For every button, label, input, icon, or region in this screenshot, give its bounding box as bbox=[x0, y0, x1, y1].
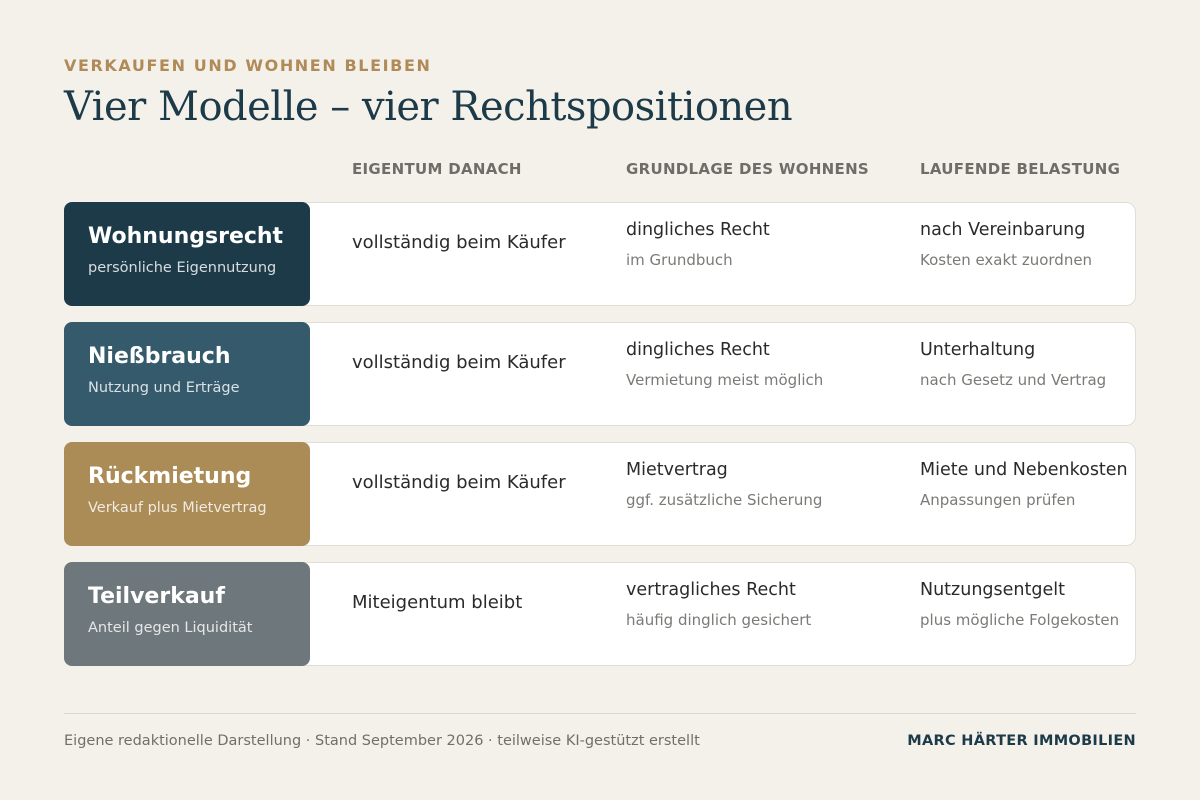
column-header-ownership: EIGENTUM DANACH bbox=[352, 160, 522, 178]
column-header-basis: GRUNDLAGE DES WOHNENS bbox=[626, 160, 870, 178]
model-name: Teilverkauf bbox=[88, 584, 225, 609]
table-row bbox=[64, 322, 1136, 426]
burden-value: Miete und Nebenkosten bbox=[920, 460, 1128, 480]
model-label bbox=[64, 322, 310, 426]
basis-value: vertragliches Recht bbox=[626, 580, 796, 600]
basis-value: dingliches Recht bbox=[626, 340, 770, 360]
model-subtitle: persönliche Eigennutzung bbox=[88, 260, 277, 276]
table-row bbox=[64, 562, 1136, 666]
page-title: Vier Modelle – vier Rechtspositionen bbox=[64, 84, 793, 130]
model-subtitle: Nutzung und Erträge bbox=[88, 380, 240, 396]
burden-note: Kosten exakt zuordnen bbox=[920, 251, 1093, 269]
burden-value: Nutzungsentgelt bbox=[920, 580, 1065, 600]
footer-note: Eigene redaktionelle Darstellung · Stand September 2026 · teilweise KI-gestützt erstellt bbox=[64, 733, 700, 749]
model-subtitle: Verkauf plus Mietvertrag bbox=[88, 500, 267, 516]
table-row bbox=[64, 202, 1136, 306]
ownership-value: vollständig beim Käufer bbox=[352, 232, 566, 253]
brand-name: MARC HÄRTER IMMOBILIEN bbox=[907, 733, 1136, 749]
model-label bbox=[64, 442, 310, 546]
ownership-value: Miteigentum bleibt bbox=[352, 592, 523, 613]
basis-note: im Grundbuch bbox=[626, 251, 733, 269]
model-label bbox=[64, 202, 310, 306]
model-label bbox=[64, 562, 310, 666]
model-name: Wohnungsrecht bbox=[88, 224, 284, 249]
burden-value: Unterhaltung bbox=[920, 340, 1036, 360]
burden-note: Anpassungen prüfen bbox=[920, 491, 1076, 509]
kicker: VERKAUFEN UND WOHNEN BLEIBEN bbox=[64, 56, 432, 75]
basis-value: dingliches Recht bbox=[626, 220, 770, 240]
basis-note: häufig dinglich gesichert bbox=[626, 611, 812, 629]
ownership-value: vollständig beim Käufer bbox=[352, 352, 566, 373]
table-row bbox=[64, 442, 1136, 546]
model-name: Rückmietung bbox=[88, 464, 252, 489]
burden-value: nach Vereinbarung bbox=[920, 220, 1086, 240]
model-name: Nießbrauch bbox=[88, 344, 231, 369]
model-subtitle: Anteil gegen Liquidität bbox=[88, 620, 253, 636]
burden-note: plus mögliche Folgekosten bbox=[920, 611, 1120, 629]
column-header-burden: LAUFENDE BELASTUNG bbox=[920, 160, 1121, 178]
basis-note: Vermietung meist möglich bbox=[626, 371, 824, 389]
burden-note: nach Gesetz und Vertrag bbox=[920, 371, 1107, 389]
basis-note: ggf. zusätzliche Sicherung bbox=[626, 491, 823, 509]
footer-divider bbox=[64, 713, 1136, 714]
basis-value: Mietvertrag bbox=[626, 460, 728, 480]
ownership-value: vollständig beim Käufer bbox=[352, 472, 566, 493]
